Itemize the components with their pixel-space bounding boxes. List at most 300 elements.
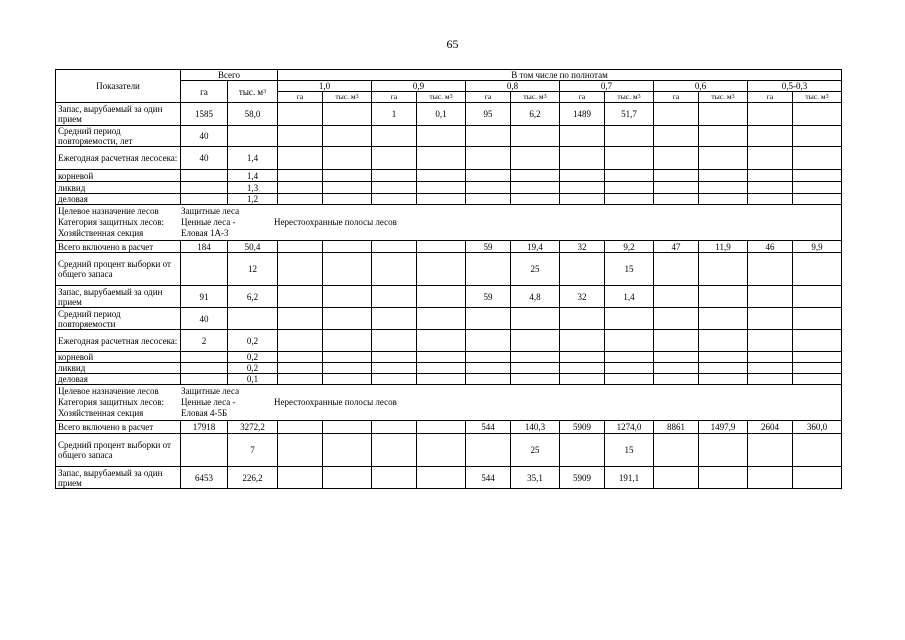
table-cell (278, 308, 323, 330)
table-cell (417, 253, 466, 286)
table-cell (748, 374, 793, 385)
table-cell (417, 170, 466, 182)
table-cell (372, 241, 417, 253)
info-purpose-value: Защитные леса (181, 385, 240, 396)
table-cell (560, 194, 605, 205)
table-cell: 9,9 (793, 241, 842, 253)
table-cell: 1,4 (605, 286, 654, 308)
density-header: 0,9 (372, 81, 466, 92)
table-cell: 3272,2 (228, 421, 278, 434)
table-cell (560, 170, 605, 182)
table-cell (228, 126, 278, 147)
table-cell (323, 330, 372, 352)
page-number: 65 (446, 37, 459, 51)
row-label: Средний процент выборки от общего запаса (56, 434, 181, 467)
table-cell (323, 308, 372, 330)
table-cell (372, 126, 417, 147)
table-cell (323, 467, 372, 489)
table-cell (323, 434, 372, 467)
table-cell (793, 126, 842, 147)
table-cell: 191,1 (605, 467, 654, 489)
table-cell (466, 194, 511, 205)
table-cell (278, 434, 323, 467)
table-cell (793, 253, 842, 286)
table-cell (654, 126, 699, 147)
info-section-label: Хозяйственная секция (58, 407, 144, 418)
table-cell (323, 374, 372, 385)
table-cell (372, 434, 417, 467)
table-cell (699, 103, 748, 126)
table-cell (181, 182, 228, 194)
table-cell: 0,2 (228, 330, 278, 352)
table-cell (699, 147, 748, 170)
table-cell (605, 374, 654, 385)
table-cell (417, 182, 466, 194)
table-row (56, 126, 842, 147)
table-cell: 35,1 (511, 467, 560, 489)
table-cell (323, 421, 372, 434)
density-header: 0,6 (654, 81, 748, 92)
table-cell (748, 253, 793, 286)
table-cell: 6,2 (228, 286, 278, 308)
table-cell (748, 194, 793, 205)
table-cell (654, 194, 699, 205)
info-category-value: Ценные леса - (181, 216, 236, 227)
unit-volume: тыс. $м^3$ (511, 92, 560, 103)
table-cell (511, 147, 560, 170)
table-cell (417, 286, 466, 308)
table-body (56, 103, 842, 489)
table-cell (511, 363, 560, 374)
table-cell: 25 (511, 434, 560, 467)
row-label: Средний период повторяемости, лет (56, 126, 181, 147)
table-cell (417, 363, 466, 374)
table-cell: 1,4 (228, 170, 278, 182)
table-cell (278, 103, 323, 126)
table-cell (654, 147, 699, 170)
row-label: Средний процент выборки от общего запаса (56, 253, 181, 286)
table-cell: 25 (511, 253, 560, 286)
density-header: 0,5-0,3 (748, 81, 842, 92)
table-cell (466, 363, 511, 374)
table-cell (605, 330, 654, 352)
table-cell (466, 182, 511, 194)
header-indicators: Показатели (56, 70, 181, 103)
table-cell (560, 352, 605, 363)
table-cell (511, 194, 560, 205)
table-cell: 40 (181, 308, 228, 330)
table-cell (372, 363, 417, 374)
table-cell: 5909 (560, 421, 605, 434)
density-header: 0,8 (466, 81, 560, 92)
table-cell (278, 126, 323, 147)
table-cell: 11,9 (699, 241, 748, 253)
table-cell (605, 170, 654, 182)
table-cell (654, 434, 699, 467)
table-cell (560, 363, 605, 374)
table-cell (417, 374, 466, 385)
table-cell (511, 308, 560, 330)
table-cell (748, 147, 793, 170)
table-cell: 6453 (181, 467, 228, 489)
table-cell (417, 467, 466, 489)
table-cell (278, 182, 323, 194)
table-cell (278, 330, 323, 352)
table-cell (748, 103, 793, 126)
table-cell: 4,8 (511, 286, 560, 308)
table-cell (699, 182, 748, 194)
table-cell (372, 374, 417, 385)
table-cell (793, 467, 842, 489)
info-purpose-label: Целевое назначение лесов (58, 385, 159, 396)
row-label: Всего включено в расчет (56, 241, 181, 253)
unit-volume: тыс. $м^3$ (323, 92, 372, 103)
forest-info-block (56, 385, 842, 421)
table-cell (372, 170, 417, 182)
table-cell (654, 467, 699, 489)
table-cell (654, 286, 699, 308)
table-cell (372, 147, 417, 170)
row-label: Ежегодная расчетная лесосека: (56, 330, 181, 352)
table-cell: 32 (560, 241, 605, 253)
info-category-label: Категория защитных лесов: (58, 396, 165, 407)
table-cell: 7 (228, 434, 278, 467)
table-cell (793, 308, 842, 330)
table-cell (793, 352, 842, 363)
unit-ha: га (560, 92, 605, 103)
table-cell (417, 308, 466, 330)
table-cell: 40 (181, 147, 228, 170)
table-cell (372, 330, 417, 352)
row-label: деловая (56, 194, 181, 205)
unit-volume: тыс. $м^3$ (605, 92, 654, 103)
density-header: 0,7 (560, 81, 654, 92)
table-cell (699, 363, 748, 374)
info-row (56, 205, 842, 241)
table-cell (511, 126, 560, 147)
table-row (56, 194, 842, 205)
density-header: 1,0 (278, 81, 372, 92)
row-label: корневой (56, 170, 181, 182)
table-cell (793, 182, 842, 194)
table-cell: 95 (466, 103, 511, 126)
table-cell (560, 330, 605, 352)
table-cell (417, 330, 466, 352)
row-label: Средний период повторяемости (56, 308, 181, 330)
info-category-value: Ценные леса - (181, 396, 236, 407)
table-cell (323, 286, 372, 308)
table-cell (323, 103, 372, 126)
table-cell (605, 363, 654, 374)
table-cell (748, 170, 793, 182)
table-cell (654, 374, 699, 385)
table-cell (417, 194, 466, 205)
table-cell (278, 286, 323, 308)
table-row (56, 103, 842, 126)
table-cell (793, 374, 842, 385)
table-cell (511, 374, 560, 385)
table-cell: 58,0 (228, 103, 278, 126)
table-cell (278, 194, 323, 205)
table-cell: 46 (748, 241, 793, 253)
table-cell (278, 363, 323, 374)
table-cell (323, 170, 372, 182)
table-cell (278, 352, 323, 363)
row-label: Ежегодная расчетная лесосека: (56, 147, 181, 170)
table-row (56, 352, 842, 363)
row-label: Запас, вырубаемый за один прием (56, 286, 181, 308)
table-row (56, 363, 842, 374)
row-label: Запас, вырубаемый за один прием (56, 467, 181, 489)
forest-info-block (56, 205, 842, 241)
table-cell (417, 434, 466, 467)
table-cell: 1497,9 (699, 421, 748, 434)
header-total: Всего (181, 70, 278, 81)
table-cell: 1,4 (228, 147, 278, 170)
table-cell: 12 (228, 253, 278, 286)
table-cell (560, 147, 605, 170)
table-cell: 15 (605, 253, 654, 286)
info-category-label: Категория защитных лесов: (58, 216, 165, 227)
table-cell: 19,4 (511, 241, 560, 253)
table-cell (605, 147, 654, 170)
table-cell (605, 182, 654, 194)
table-cell (372, 253, 417, 286)
info-section-value: Еловая 1А-3 (181, 227, 229, 238)
table-cell (699, 126, 748, 147)
table-cell (605, 194, 654, 205)
header-including: В том числе по полнотам (278, 70, 842, 81)
table-cell (654, 308, 699, 330)
table-cell (466, 308, 511, 330)
table-cell (654, 363, 699, 374)
table-cell (605, 126, 654, 147)
unit-ha: га (466, 92, 511, 103)
table-cell (748, 352, 793, 363)
table-cell: 2 (181, 330, 228, 352)
table-cell (654, 182, 699, 194)
unit-volume: тыс. $м^3$ (793, 92, 842, 103)
unit-volume: тыс. $м^3$ (417, 92, 466, 103)
info-row (56, 385, 842, 421)
unit-ha: га (372, 92, 417, 103)
table-cell: 1,3 (228, 182, 278, 194)
table-cell (323, 253, 372, 286)
table-row (56, 170, 842, 182)
table-cell (748, 467, 793, 489)
table-cell: 1,2 (228, 194, 278, 205)
table-cell (466, 330, 511, 352)
table-cell (654, 103, 699, 126)
row-label: Запас, вырубаемый за один прием (56, 103, 181, 126)
table-cell (372, 308, 417, 330)
table-cell (699, 170, 748, 182)
table-cell: 1274,0 (605, 421, 654, 434)
table-cell: 47 (654, 241, 699, 253)
table-cell (323, 194, 372, 205)
table-row (56, 241, 842, 253)
table-cell (417, 352, 466, 363)
table-cell: 9,2 (605, 241, 654, 253)
table-cell (793, 147, 842, 170)
table-cell: 5909 (560, 467, 605, 489)
table-cell (793, 330, 842, 352)
table-cell (181, 434, 228, 467)
table-cell (181, 352, 228, 363)
table-cell (748, 308, 793, 330)
table-cell (466, 126, 511, 147)
table-cell (228, 308, 278, 330)
table-cell (278, 170, 323, 182)
table-cell (323, 241, 372, 253)
row-label: ликвид (56, 363, 181, 374)
info-section-value: Еловая 4-5Б (181, 407, 228, 418)
info-purpose-label: Целевое назначение лесов (58, 205, 159, 216)
table-cell: 1585 (181, 103, 228, 126)
table-cell: 15 (605, 434, 654, 467)
table-cell (793, 194, 842, 205)
table-cell: 1 (372, 103, 417, 126)
table-cell (417, 147, 466, 170)
table-cell (699, 352, 748, 363)
info-category-extra: Нерестоохранные полосы лесов (274, 216, 397, 227)
table-cell (466, 253, 511, 286)
table-cell (748, 286, 793, 308)
table-cell (323, 126, 372, 147)
row-label: ликвид (56, 182, 181, 194)
table-cell (372, 286, 417, 308)
table-cell (466, 147, 511, 170)
table-cell (793, 103, 842, 126)
table-cell (181, 194, 228, 205)
table-cell: 360,0 (793, 421, 842, 434)
unit-ha: га (748, 92, 793, 103)
table-cell: 0,2 (228, 352, 278, 363)
table-cell (181, 170, 228, 182)
info-section-label: Хозяйственная секция (58, 227, 144, 238)
table-cell (511, 170, 560, 182)
table-cell (793, 170, 842, 182)
table-cell (748, 363, 793, 374)
table-row (56, 253, 842, 286)
unit-volume: тыс. $м^3$ (699, 92, 748, 103)
table-cell (181, 253, 228, 286)
table-cell (466, 374, 511, 385)
table-cell (417, 126, 466, 147)
header-total-ha: га (181, 81, 228, 103)
table-cell: 184 (181, 241, 228, 253)
table-cell (372, 182, 417, 194)
table-cell (654, 352, 699, 363)
table-row (56, 467, 842, 489)
table-cell: 6,2 (511, 103, 560, 126)
table-cell (181, 363, 228, 374)
table-cell (748, 182, 793, 194)
table-cell (793, 363, 842, 374)
table-cell (699, 374, 748, 385)
info-category-extra: Нерестоохранные полосы лесов (274, 396, 397, 407)
table-row (56, 330, 842, 352)
table-cell (654, 253, 699, 286)
table-cell: 544 (466, 421, 511, 434)
table-cell (323, 363, 372, 374)
table-cell: 50,4 (228, 241, 278, 253)
table-cell (278, 147, 323, 170)
table-cell (699, 330, 748, 352)
table-cell (511, 352, 560, 363)
row-label: Всего включено в расчет (56, 421, 181, 434)
table-cell (560, 308, 605, 330)
info-purpose-value: Защитные леса (181, 205, 240, 216)
table-cell (323, 182, 372, 194)
table-row (56, 182, 842, 194)
table-cell: 0,1 (228, 374, 278, 385)
table-cell (417, 241, 466, 253)
table-row (56, 308, 842, 330)
table-cell (793, 286, 842, 308)
table-row (56, 374, 842, 385)
table-cell (793, 434, 842, 467)
table-cell (511, 182, 560, 194)
table-cell (278, 467, 323, 489)
table-cell (699, 434, 748, 467)
table-cell (699, 286, 748, 308)
unit-ha: га (654, 92, 699, 103)
table-cell: 17918 (181, 421, 228, 434)
table-cell: 59 (466, 241, 511, 253)
table-cell: 226,2 (228, 467, 278, 489)
row-label: корневой (56, 352, 181, 363)
table-cell: 32 (560, 286, 605, 308)
table-row (56, 286, 842, 308)
unit-ha: га (278, 92, 323, 103)
table-cell (511, 330, 560, 352)
table-cell: 40 (181, 126, 228, 147)
table-cell (278, 374, 323, 385)
table-cell (372, 352, 417, 363)
cutting-area-table (55, 69, 842, 489)
table-cell (466, 352, 511, 363)
table-cell (372, 194, 417, 205)
table-cell (605, 308, 654, 330)
table-cell (560, 182, 605, 194)
table-cell: 51,7 (605, 103, 654, 126)
table-row (56, 421, 842, 434)
table-cell: 1489 (560, 103, 605, 126)
table-cell (372, 421, 417, 434)
table-cell (466, 170, 511, 182)
table-cell (699, 467, 748, 489)
table-cell (278, 421, 323, 434)
table-cell (748, 434, 793, 467)
table-cell: 140,3 (511, 421, 560, 434)
table-cell (560, 253, 605, 286)
table-cell (323, 147, 372, 170)
table-cell (605, 352, 654, 363)
table-cell (560, 126, 605, 147)
table-cell: 2604 (748, 421, 793, 434)
table-cell: 59 (466, 286, 511, 308)
table-cell (466, 434, 511, 467)
header-total-volume: тыс. $м^3$ (228, 81, 278, 103)
table-cell (560, 374, 605, 385)
table-cell: 91 (181, 286, 228, 308)
table-cell (560, 434, 605, 467)
table-cell: 0,1 (417, 103, 466, 126)
table-cell (654, 330, 699, 352)
table-cell (748, 330, 793, 352)
table-cell (417, 421, 466, 434)
